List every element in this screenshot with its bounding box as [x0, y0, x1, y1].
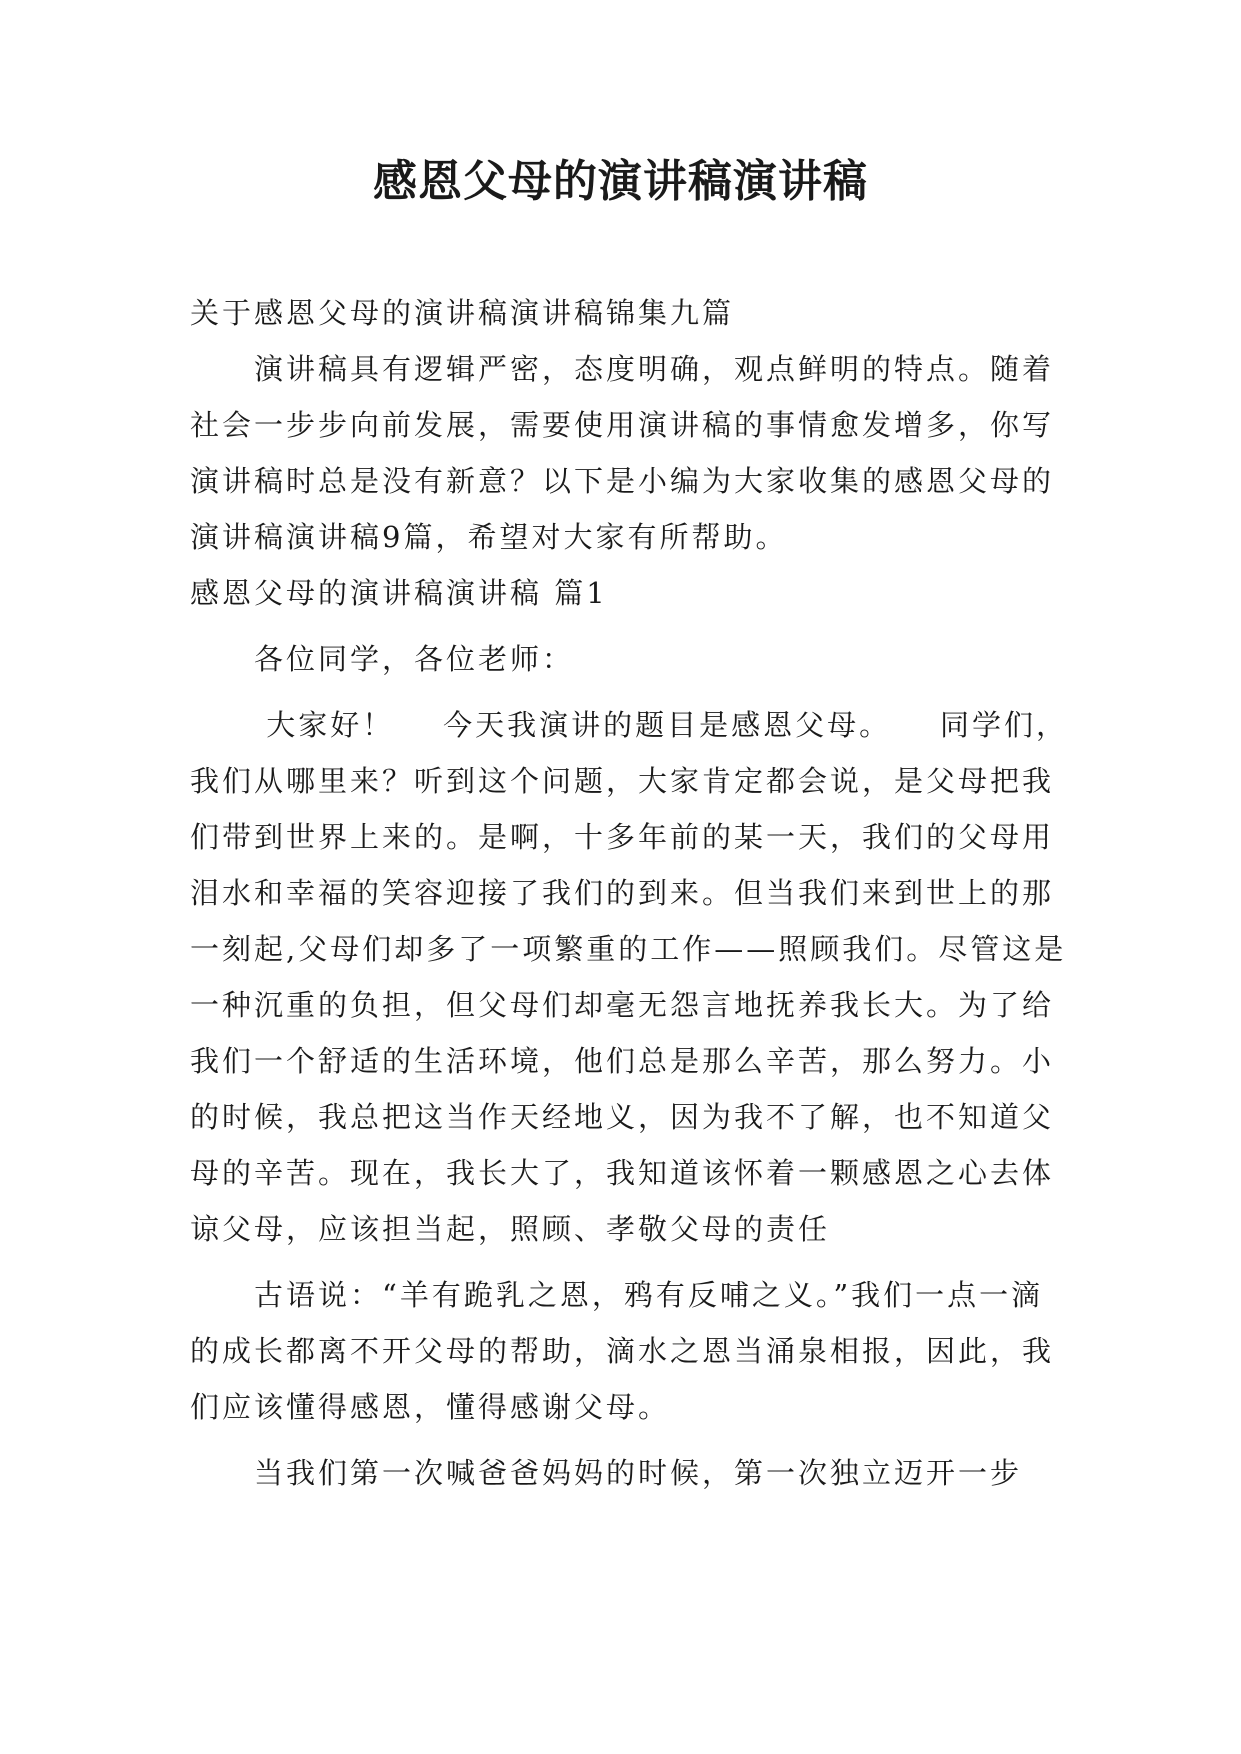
document-body [190, 285, 1070, 1501]
body-paragraph: 当我们第一次喊爸爸妈妈的时候，第一次独立迈开一步 [254, 1456, 1023, 1490]
document-title: 感恩父母的演讲稿演讲稿 [373, 156, 868, 207]
salutation: 各位同学，各位老师： [254, 642, 575, 676]
section-heading: 感恩父母的演讲稿演讲稿 篇1 [190, 576, 608, 610]
body-paragraph: 古语说：“羊有跪乳之恩，鸦有反哺之义。”我们一点一滴的成长都离不开父母的帮助，滴水之恩当涌泉相报，因此，我们应该懂得感恩，懂得感谢父母。 [190, 1278, 1055, 1424]
intro-paragraph: 演讲稿具有逻辑严密，态度明确，观点鲜明的特点。随着社会一步步向前发展，需要使用演讲稿的事情愈发增多，你写演讲稿时总是没有新意？以下是小编为大家收集的感恩父母的演讲稿演讲稿9篇，希望对大家有所帮助。 [190, 352, 1055, 554]
body-paragraph: 大家好！ 今天我演讲的题目是感恩父母。 同学们，我们从哪里来？听到这个问题，大家肯定都会说，是父母把我们带到世界上来的。是啊，十多年前的某一天，我们的父母用泪水和幸福的笑容迎接了我们的到来。但当我们来到世上的那一刻起,父母们却多了一项繁重的工作——照顾我们。尽管这是一种沉重的负担，但父母们却毫无怨言地抚养我长大。为了给我们一个舒适的生活环境，他们总是那么辛苦，那么努力。小的时候，我总把这当作天经地义，因为我不了解，也不知道父母的辛苦。现在，我长大了，我知道该怀着一颗感恩之心去体谅父母，应该担当起，照顾、孝敬父母的责任 [190, 708, 1068, 1246]
subtitle-line: 关于感恩父母的演讲稿演讲稿锦集九篇 [190, 296, 735, 330]
